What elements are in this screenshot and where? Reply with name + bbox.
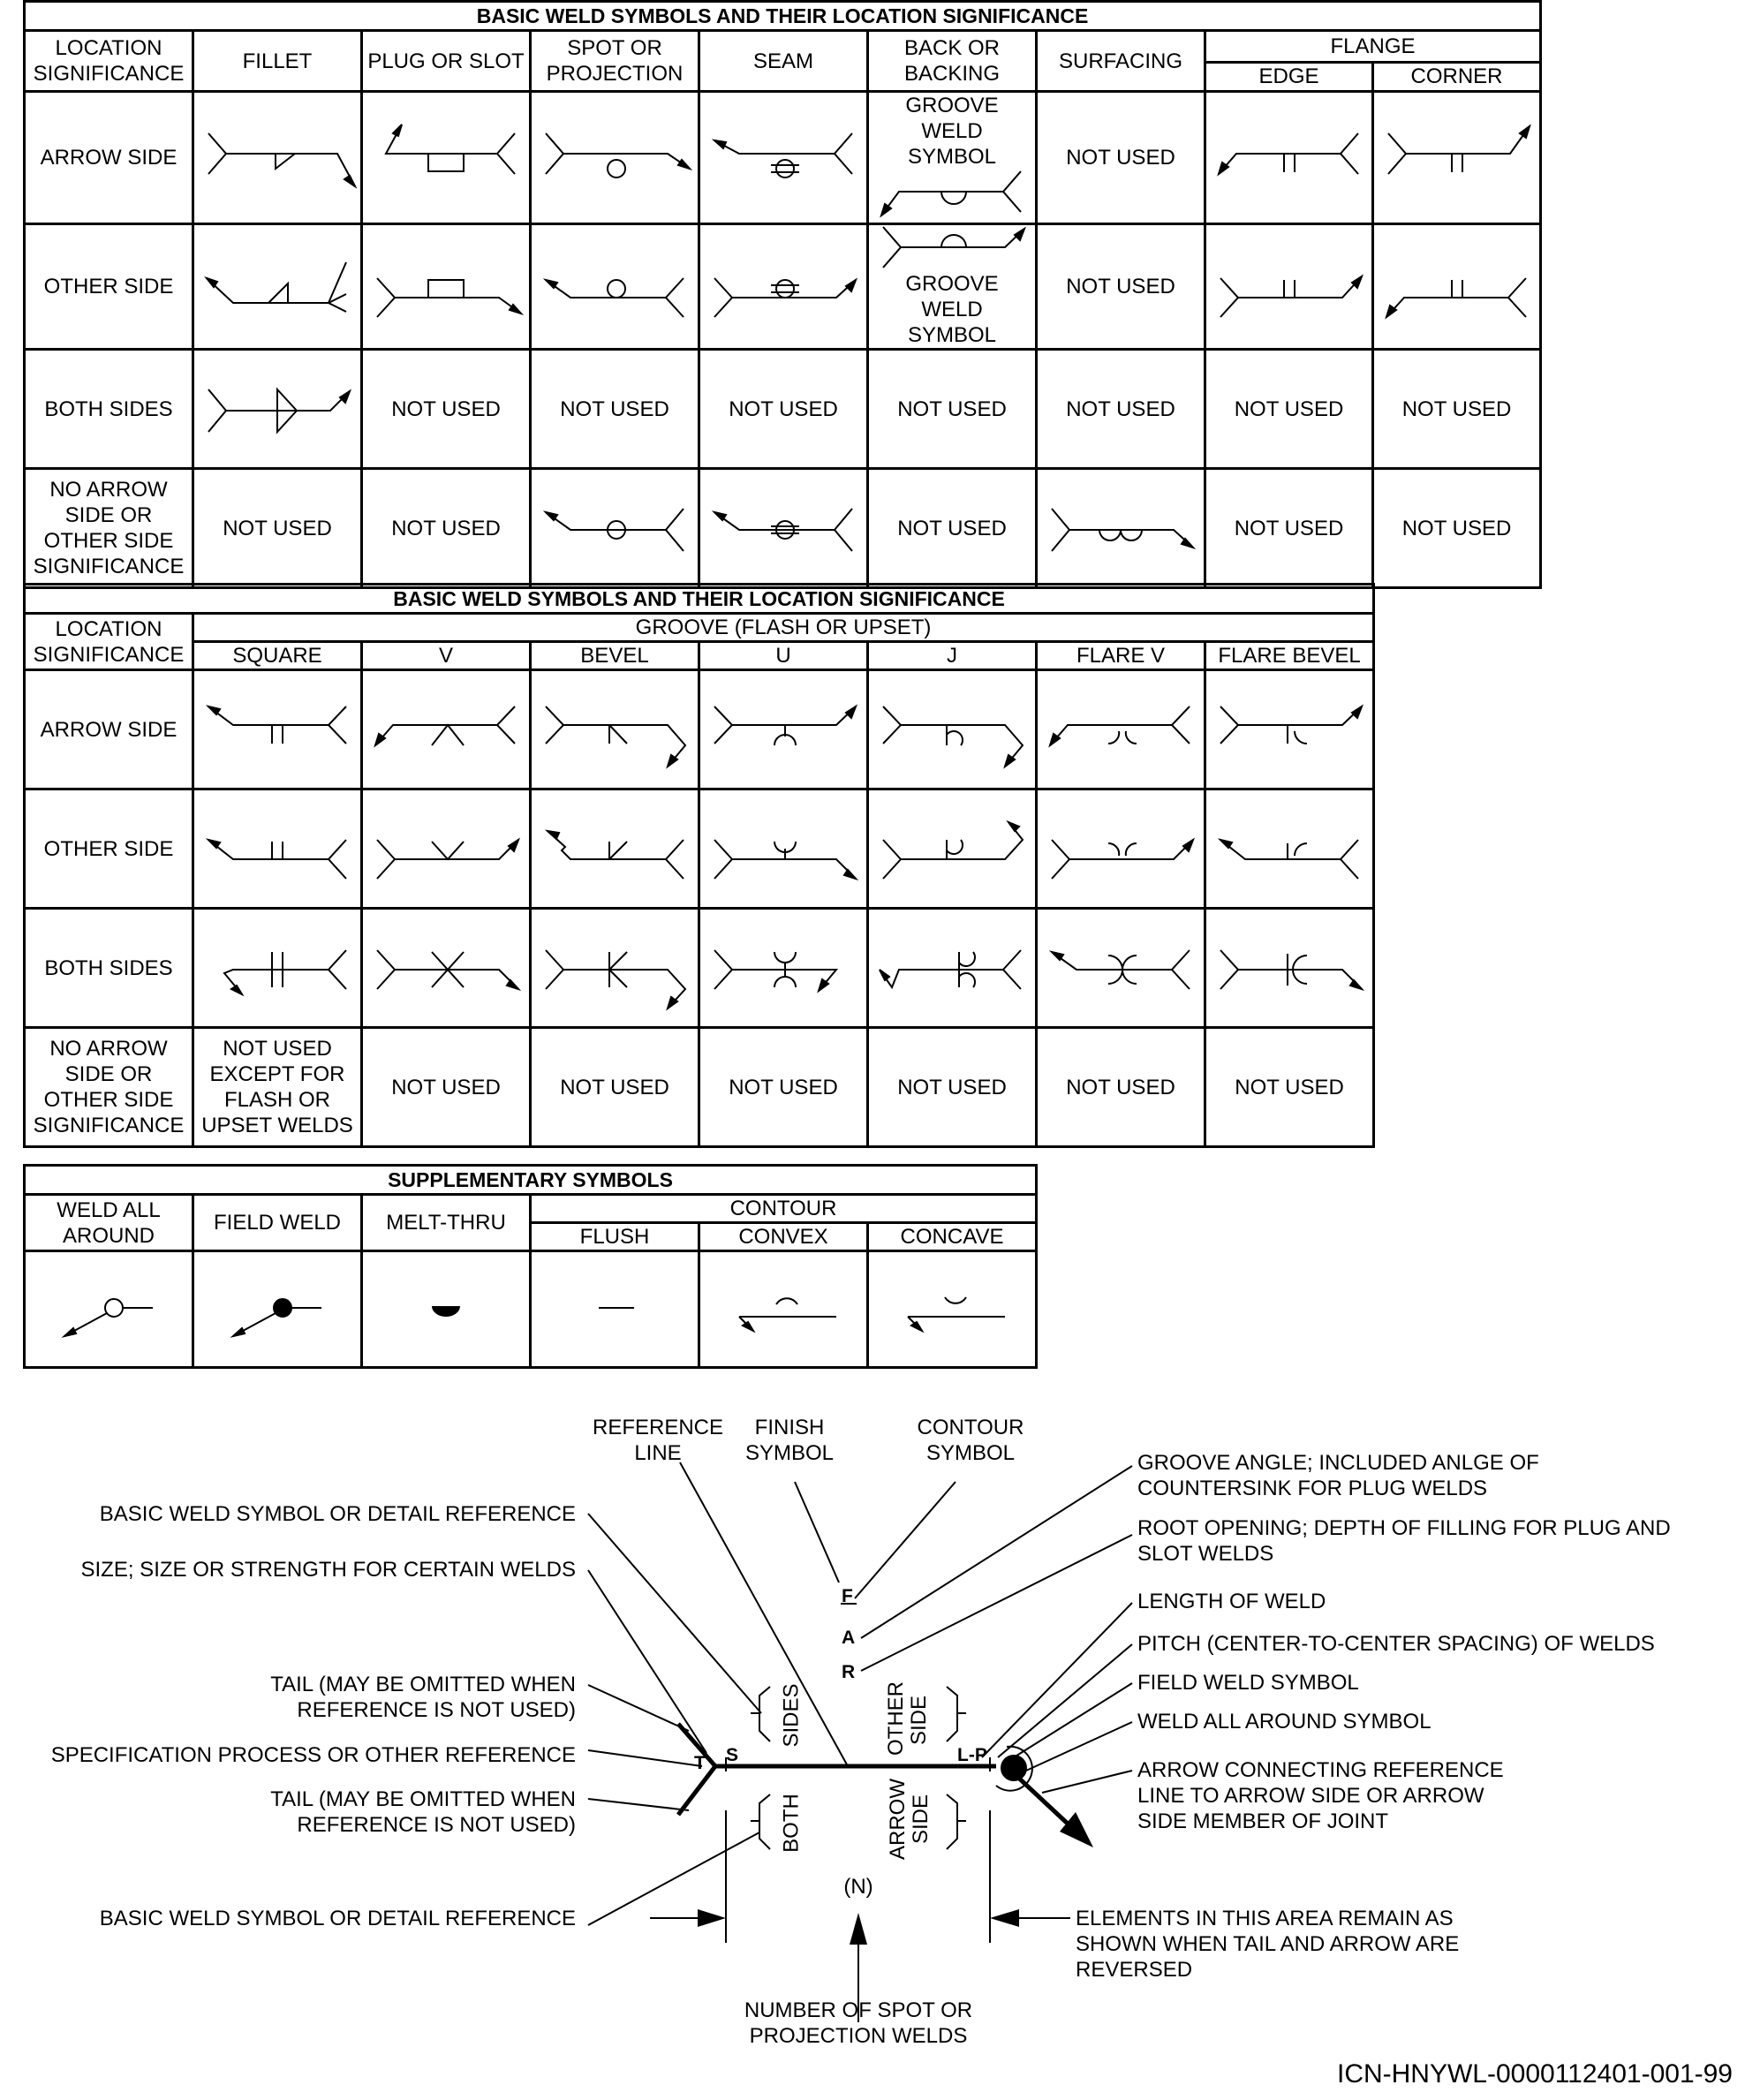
label-number-of-spot: NUMBER OF SPOT OR PROJECTION WELDS bbox=[744, 1998, 973, 2048]
table1-title: BASIC WELD SYMBOLS AND THEIR LOCATION SIGNIFICANCE bbox=[25, 2, 1541, 31]
t2-col-square: SQUARE bbox=[193, 642, 362, 670]
label-groove-angle: GROOVE ANGLE; INCLUDED ANLGE OF COUNTERSINK FOR PLUG WELDS bbox=[1137, 1451, 1539, 1500]
t2-col-flare-v: FLARE V bbox=[1037, 642, 1205, 670]
label-length-of-weld: LENGTH OF WELD bbox=[1137, 1590, 1326, 1613]
label-weld-all-around: WELD ALL AROUND SYMBOL bbox=[1137, 1710, 1432, 1734]
label-finish-symbol: FINISH SYMBOL bbox=[744, 1416, 835, 1465]
col-spot: SPOT OR PROJECTION bbox=[531, 31, 699, 92]
flare-v-none-notused: NOT USED bbox=[1037, 1028, 1205, 1147]
flare-bevel-none-notused: NOT USED bbox=[1205, 1028, 1374, 1147]
bevel-none-notused: NOT USED bbox=[531, 1028, 699, 1147]
table3-title: SUPPLEMENTARY SYMBOLS bbox=[25, 1166, 1037, 1195]
t2-col-j: J bbox=[868, 642, 1037, 670]
col-flange: FLANGE bbox=[1205, 31, 1541, 63]
v-none-notused: NOT USED bbox=[362, 1028, 531, 1147]
spot-both-notused: NOT USED bbox=[531, 350, 699, 469]
u-none-notused: NOT USED bbox=[699, 1028, 868, 1147]
col-convex: CONVEX bbox=[699, 1223, 868, 1251]
letter-a: A bbox=[842, 1628, 856, 1648]
surfacing-both-notused: NOT USED bbox=[1037, 350, 1205, 469]
edge-none-notused: NOT USED bbox=[1205, 469, 1373, 588]
row-other-side: OTHER SIDE bbox=[25, 224, 193, 350]
col-back: BACK OR BACKING bbox=[868, 31, 1037, 92]
t2-col-bevel: BEVEL bbox=[531, 642, 699, 670]
label-sides: SIDES bbox=[779, 1683, 804, 1748]
label-contour-symbol: CONTOUR SYMBOL bbox=[917, 1416, 1024, 1465]
col-concave: CONCAVE bbox=[868, 1223, 1037, 1251]
field-weld-dot bbox=[1001, 1756, 1026, 1780]
plug-none-notused: NOT USED bbox=[362, 469, 531, 588]
surfacing-other-notused: NOT USED bbox=[1037, 224, 1205, 350]
t2-col-v: V bbox=[362, 642, 531, 670]
corner-both-notused: NOT USED bbox=[1373, 350, 1541, 469]
col-weld-all-around: WELD ALL AROUND bbox=[25, 1195, 193, 1251]
label-other-side: OTHER SIDE bbox=[884, 1681, 931, 1756]
icn-footer: ICN-HNYWL-0000112401-001-99 bbox=[1336, 2059, 1733, 2089]
label-reference-line: REFERENCE LINE bbox=[592, 1416, 724, 1465]
letter-lp: L-P bbox=[957, 1745, 987, 1765]
arrow-head bbox=[1060, 1812, 1093, 1847]
col-surfacing: SURFACING bbox=[1037, 31, 1205, 92]
groove-weld-label: GROOVE WELD SYMBOL bbox=[905, 94, 999, 169]
label-root-opening: ROOT OPENING; DEPTH OF FILLING FOR PLUG AND SLOT WELDS bbox=[1137, 1516, 1671, 1566]
plug-both-notused: NOT USED bbox=[362, 350, 531, 469]
t2-col-flare-bevel: FLARE BEVEL bbox=[1205, 642, 1374, 670]
label-elements-note: ELEMENTS IN THIS AREA REMAIN AS SHOWN WHEN TAIL AND ARROW ARE REVERSED bbox=[1076, 1907, 1460, 1982]
row-no-significance: NO ARROW SIDE OR OTHER SIDE SIGNIFICANCE bbox=[25, 469, 193, 588]
col-plug-slot: PLUG OR SLOT bbox=[362, 31, 531, 92]
label-arrow-connecting: ARROW CONNECTING REFERENCE LINE TO ARROW SIDE OR ARROW SIDE MEMBER OF JOINT bbox=[1137, 1758, 1504, 1833]
t2-row-none: NO ARROW SIDE OR OTHER SIDE SIGNIFICANCE bbox=[25, 1028, 193, 1147]
back-both-notused: NOT USED bbox=[868, 350, 1037, 469]
col-corner: CORNER bbox=[1373, 62, 1541, 91]
label-basic-weld-top: BASIC WELD SYMBOL OR DETAIL REFERENCE bbox=[99, 1502, 576, 1526]
fillet-none-notused: NOT USED bbox=[193, 469, 362, 588]
letter-s: S bbox=[726, 1745, 739, 1765]
col-melt-thru: MELT-THRU bbox=[362, 1195, 531, 1251]
label-tail-top: TAIL (MAY BE OMITTED WHEN REFERENCE IS NOT USED) bbox=[270, 1673, 576, 1722]
col-seam: SEAM bbox=[699, 31, 868, 92]
groove-weld-label-2: GROOVE WELD SYMBOL bbox=[905, 272, 999, 347]
label-field-weld-symbol: FIELD WELD SYMBOL bbox=[1137, 1671, 1359, 1695]
square-none-note: NOT USED EXCEPT FOR FLASH OR UPSET WELDS bbox=[193, 1028, 362, 1147]
letter-f: F bbox=[842, 1586, 853, 1606]
t2-row-arrow: ARROW SIDE bbox=[25, 670, 193, 789]
row-both-sides: BOTH SIDES bbox=[25, 350, 193, 469]
bracket-arrow-side bbox=[947, 1794, 966, 1849]
t2-col-location: LOCATION SIGNIFICANCE bbox=[25, 614, 193, 670]
label-both: BOTH bbox=[779, 1794, 804, 1853]
corner-none-notused: NOT USED bbox=[1373, 469, 1541, 588]
t2-col-groove: GROOVE (FLASH OR UPSET) bbox=[193, 614, 1374, 642]
col-field-weld: FIELD WELD bbox=[193, 1195, 362, 1251]
surfacing-arrow-notused: NOT USED bbox=[1037, 92, 1205, 224]
t2-row-other: OTHER SIDE bbox=[25, 789, 193, 909]
bracket-both bbox=[751, 1794, 770, 1849]
back-none-notused: NOT USED bbox=[868, 469, 1037, 588]
label-pitch: PITCH (CENTER-TO-CENTER SPACING) OF WELDS bbox=[1137, 1632, 1655, 1656]
col-fillet: FILLET bbox=[193, 31, 362, 92]
table2-title: BASIC WELD SYMBOLS AND THEIR LOCATION SIGNIFICANCE bbox=[25, 585, 1374, 614]
col-location: LOCATION SIGNIFICANCE bbox=[25, 31, 193, 92]
row-arrow-side: ARROW SIDE bbox=[25, 92, 193, 224]
t2-row-both: BOTH SIDES bbox=[25, 909, 193, 1028]
bracket-other-side bbox=[947, 1687, 966, 1741]
letter-t: T bbox=[694, 1753, 706, 1773]
bracket-sides bbox=[751, 1687, 770, 1741]
col-contour: CONTOUR bbox=[531, 1195, 1037, 1223]
edge-both-notused: NOT USED bbox=[1205, 350, 1373, 469]
label-basic-weld-bottom: BASIC WELD SYMBOL OR DETAIL REFERENCE bbox=[99, 1907, 576, 1930]
label-n: (N) bbox=[843, 1875, 873, 1899]
seam-both-notused: NOT USED bbox=[699, 350, 868, 469]
col-edge: EDGE bbox=[1205, 62, 1373, 91]
label-arrow-side: ARROW SIDE bbox=[886, 1779, 933, 1860]
j-none-notused: NOT USED bbox=[868, 1028, 1037, 1147]
label-specification: SPECIFICATION PROCESS OR OTHER REFERENCE bbox=[50, 1743, 576, 1767]
label-tail-bottom: TAIL (MAY BE OMITTED WHEN REFERENCE IS NOT USED) bbox=[270, 1787, 576, 1837]
t2-col-u: U bbox=[699, 642, 868, 670]
label-size: SIZE; SIZE OR STRENGTH FOR CERTAIN WELDS bbox=[80, 1558, 576, 1582]
col-flush: FLUSH bbox=[531, 1223, 699, 1251]
letter-r: R bbox=[842, 1662, 856, 1682]
